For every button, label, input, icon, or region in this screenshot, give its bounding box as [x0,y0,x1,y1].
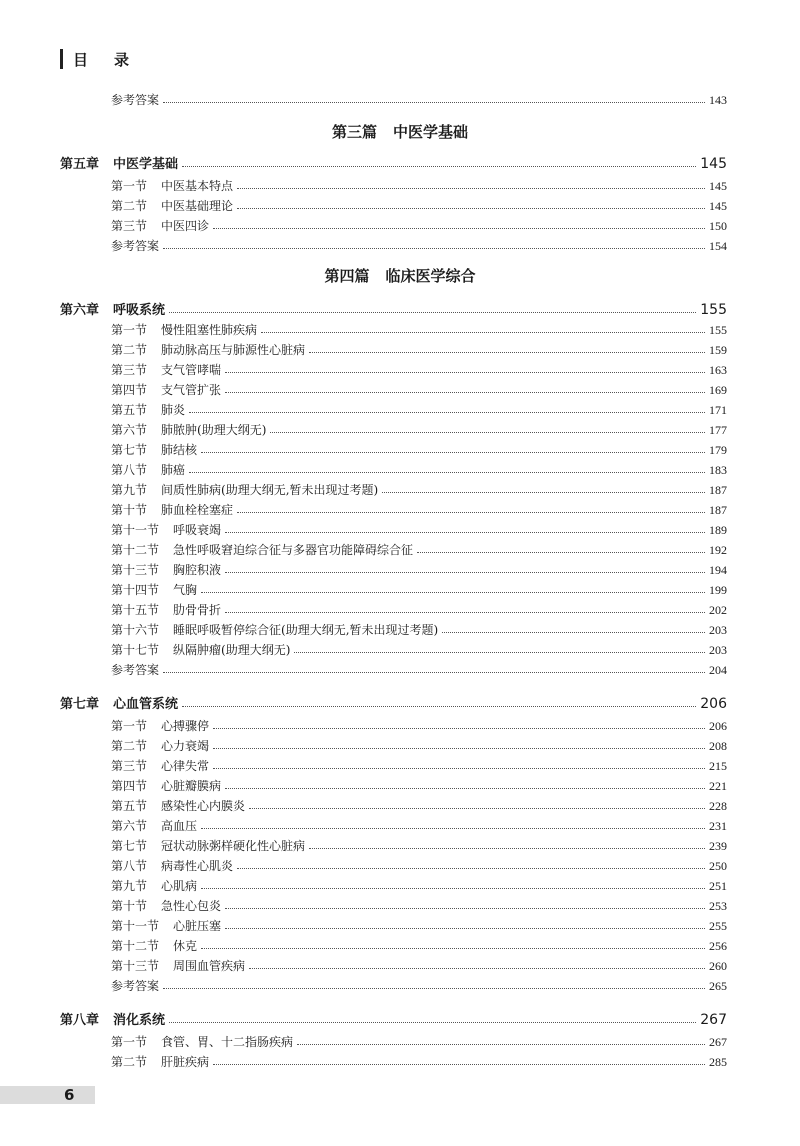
dot-leader [182,706,696,707]
entry-title: 肺脓肿(助理大纲无) [161,423,267,437]
entry-number: 第八章 [60,1013,100,1028]
entry-title: 休克 [173,939,198,953]
entry-title: 中医四诊 [161,219,210,233]
entry-page-number: 155 [709,323,727,337]
entry-title: 肺癌 [161,463,186,477]
entry-page-number: 192 [709,543,727,557]
toc-section-row [111,954,727,974]
entry-number: 第十二节 [111,939,160,953]
toc-section-row [111,714,727,734]
entry-title: 肋骨骨折 [173,603,222,617]
toc-section-row [111,894,727,914]
toc-section-row [111,638,727,658]
toc-section-row [111,498,727,518]
toc-chapter-row [60,1006,727,1028]
entry-title: 心脏压塞 [173,919,222,933]
entry-title: 参考答案 [111,979,160,993]
dot-leader [201,452,705,453]
entry-title: 参考答案 [111,239,160,253]
toc-section-row [111,834,727,854]
entry-title: 中医基础理论 [161,199,234,213]
dot-leader [163,248,705,249]
dot-leader [309,848,705,849]
entry-page-number: 221 [709,779,727,793]
entry-number: 第十三节 [111,959,160,973]
entry-title: 急性呼吸窘迫综合征与多器官功能障碍综合征 [173,543,414,557]
entry-title: 呼吸系统 [113,303,166,318]
entry-page-number: 202 [709,603,727,617]
entry-title: 中医学基础 [113,157,179,172]
toc-section-row [111,234,727,254]
dot-leader [225,372,705,373]
entry-title: 病毒性心肌炎 [161,859,234,873]
entry-title: 纵隔肿瘤(助理大纲无) [173,643,291,657]
toc-section-row [111,194,727,214]
entry-page-number: 145 [700,156,727,172]
entry-title: 参考答案 [111,93,160,107]
toc-section-row [111,1030,727,1050]
entry-number: 第六章 [60,303,100,318]
toc-section-row [111,338,727,358]
toc-section-row [111,398,727,418]
entry-page-number: 208 [709,739,727,753]
entry-page-number: 250 [709,859,727,873]
entry-page-number: 204 [709,663,727,677]
dot-leader [213,768,705,769]
entry-page-number: 145 [709,179,727,193]
toc-section-row [111,598,727,618]
dot-leader [213,228,705,229]
entry-page-number: 239 [709,839,727,853]
toc-section-row [111,358,727,378]
entry-page-number: 177 [709,423,727,437]
entry-title: 间质性肺病(助理大纲无,暂未出现过考题) [161,483,379,497]
entry-title: 心肌病 [161,879,198,893]
toc-section-row [111,1050,727,1070]
toc-section-row [111,854,727,874]
entry-page-number: 215 [709,759,727,773]
entry-title: 临床医学综合 [385,267,476,285]
toc-section-row [111,814,727,834]
entry-page-number: 159 [709,343,727,357]
toc-section-row [111,538,727,558]
entry-title: 慢性阻塞性肺疾病 [161,323,258,337]
dot-leader [189,472,705,473]
entry-page-number: 143 [709,93,727,107]
entry-number: 第十五节 [111,603,160,617]
entry-title: 胸腔积液 [173,563,222,577]
dot-leader [225,908,705,909]
toc-section-row [111,914,727,934]
entry-number: 第十二节 [111,543,160,557]
entry-page-number: 285 [709,1055,727,1069]
toc-section-row [111,418,727,438]
dot-leader [309,352,705,353]
dot-leader [237,512,705,513]
entry-page-number: 253 [709,899,727,913]
entry-number: 第七节 [111,443,148,457]
entry-page-number: 171 [709,403,727,417]
entry-number: 第一节 [111,323,148,337]
entry-number: 第二节 [111,343,148,357]
dot-leader [169,1022,696,1023]
entry-number: 第四节 [111,383,148,397]
entry-page-number: 187 [709,483,727,497]
toc-chapter-row [60,690,727,712]
entry-number: 第五节 [111,403,148,417]
entry-number: 第三篇 [331,123,377,141]
dot-leader [163,102,705,103]
dot-leader [225,788,705,789]
dot-leader [442,632,705,633]
entry-title: 食管、胃、十二指肠疾病 [161,1035,294,1049]
entry-page-number: 145 [709,199,727,213]
dot-leader [297,1044,705,1045]
toc-chapter-row [60,296,727,318]
toc-section-row [111,174,727,194]
entry-number: 第九节 [111,879,148,893]
entry-page-number: 179 [709,443,727,457]
entry-title: 睡眠呼吸暂停综合征(助理大纲无,暂未出现过考题) [173,623,439,637]
dot-leader [417,552,705,553]
entry-number: 第一节 [111,1035,148,1049]
toc-section-row [111,458,727,478]
entry-title: 周围血管疾病 [173,959,246,973]
dot-leader [201,828,705,829]
entry-title: 气胸 [173,583,198,597]
entry-number: 第七章 [60,697,100,712]
entry-page-number: 206 [700,696,727,712]
dot-leader [249,808,705,809]
entry-page-number: 199 [709,583,727,597]
entry-number: 第十七节 [111,643,160,657]
entry-title: 心力衰竭 [161,739,210,753]
dot-leader [225,928,705,929]
toc-section-row [111,88,727,108]
entry-number: 第三节 [111,759,148,773]
entry-page-number: 169 [709,383,727,397]
entry-number: 第二节 [111,1055,148,1069]
entry-page-number: 189 [709,523,727,537]
dot-leader [169,312,696,313]
entry-number: 第五节 [111,799,148,813]
dot-leader [201,888,705,889]
entry-page-number: 163 [709,363,727,377]
entry-page-number: 203 [709,623,727,637]
entry-title: 支气管哮喘 [161,363,222,377]
entry-number: 第六节 [111,819,148,833]
entry-page-number: 228 [709,799,727,813]
toc-section-row [111,658,727,678]
entry-title: 消化系统 [113,1013,166,1028]
toc-section-row [111,874,727,894]
entry-page-number: 251 [709,879,727,893]
entry-number: 第十一节 [111,919,160,933]
dot-leader [294,652,705,653]
entry-number: 第四节 [111,779,148,793]
entry-title: 肺结核 [161,443,198,457]
entry-page-number: 187 [709,503,727,517]
entry-page-number: 203 [709,643,727,657]
entry-number: 第九节 [111,483,148,497]
entry-page-number: 194 [709,563,727,577]
dot-leader [237,868,705,869]
entry-number: 第四篇 [324,267,370,285]
entry-page-number: 183 [709,463,727,477]
dot-leader [270,432,705,433]
entry-title: 呼吸衰竭 [173,523,222,537]
dot-leader [261,332,705,333]
entry-title: 肺炎 [161,403,186,417]
header-title-part1: 目 [73,50,89,69]
entry-title: 中医基本特点 [161,179,234,193]
entry-page-number: 231 [709,819,727,833]
dot-leader [237,188,705,189]
toc-section-row [111,578,727,598]
dot-leader [201,948,705,949]
toc-section-row [111,478,727,498]
entry-title: 急性心包炎 [161,899,222,913]
entry-number: 第三节 [111,219,148,233]
entry-title: 肺动脉高压与肺源性心脏病 [161,343,306,357]
entry-page-number: 255 [709,919,727,933]
entry-title: 感染性心内膜炎 [161,799,246,813]
entry-page-number: 260 [709,959,727,973]
toc-section-row [111,438,727,458]
entry-page-number: 256 [709,939,727,953]
entry-number: 第五章 [60,157,100,172]
dot-leader [225,532,705,533]
toc-part-heading [0,118,800,142]
entry-number: 第八节 [111,463,148,477]
toc-section-row [111,558,727,578]
toc-section-row [111,318,727,338]
dot-leader [225,572,705,573]
page-number: 6 [64,1086,75,1104]
dot-leader [182,166,696,167]
dot-leader [163,672,705,673]
entry-number: 第十节 [111,899,148,913]
entry-number: 第七节 [111,839,148,853]
entry-title: 心搏骤停 [161,719,210,733]
entry-page-number: 267 [709,1035,727,1049]
toc-section-row [111,974,727,994]
entry-page-number: 265 [709,979,727,993]
entry-number: 第二节 [111,199,148,213]
entry-title: 心律失常 [161,759,210,773]
entry-title: 中医学基础 [393,123,469,141]
entry-page-number: 150 [709,219,727,233]
header-title-part2: 录 [114,50,130,69]
entry-number: 第十一节 [111,523,160,537]
entry-title: 心脏瓣膜病 [161,779,222,793]
entry-number: 第一节 [111,719,148,733]
entry-title: 冠状动脉粥样硬化性心脏病 [161,839,306,853]
toc-section-row [111,618,727,638]
entry-page-number: 154 [709,239,727,253]
toc-part-heading [0,262,800,286]
entry-number: 第六节 [111,423,148,437]
entry-title: 支气管扩张 [161,383,222,397]
dot-leader [225,392,705,393]
entry-number: 第十节 [111,503,148,517]
toc-section-row [111,214,727,234]
entry-number: 第十三节 [111,563,160,577]
dot-leader [213,748,705,749]
entry-number: 第一节 [111,179,148,193]
dot-leader [237,208,705,209]
dot-leader [201,592,705,593]
entry-number: 第三节 [111,363,148,377]
toc-section-row [111,774,727,794]
toc-section-row [111,934,727,954]
dot-leader [249,968,705,969]
entry-title: 肝脏疾病 [161,1055,210,1069]
toc-section-row [111,754,727,774]
entry-number: 第十六节 [111,623,160,637]
entry-number: 第十四节 [111,583,160,597]
toc-section-row [111,378,727,398]
dot-leader [163,988,705,989]
toc-section-row [111,794,727,814]
entry-title: 肺血栓栓塞症 [161,503,234,517]
toc-section-row [111,518,727,538]
dot-leader [382,492,705,493]
toc-section-row [111,734,727,754]
entry-page-number: 206 [709,719,727,733]
entry-title: 心血管系统 [113,697,179,712]
dot-leader [225,612,705,613]
dot-leader [213,728,705,729]
entry-number: 第二节 [111,739,148,753]
entry-page-number: 267 [700,1012,727,1028]
toc-chapter-row [60,150,727,172]
entry-page-number: 155 [700,302,727,318]
dot-leader [213,1064,705,1065]
dot-leader [189,412,705,413]
entry-number: 第八节 [111,859,148,873]
entry-title: 参考答案 [111,663,160,677]
entry-title: 高血压 [161,819,198,833]
